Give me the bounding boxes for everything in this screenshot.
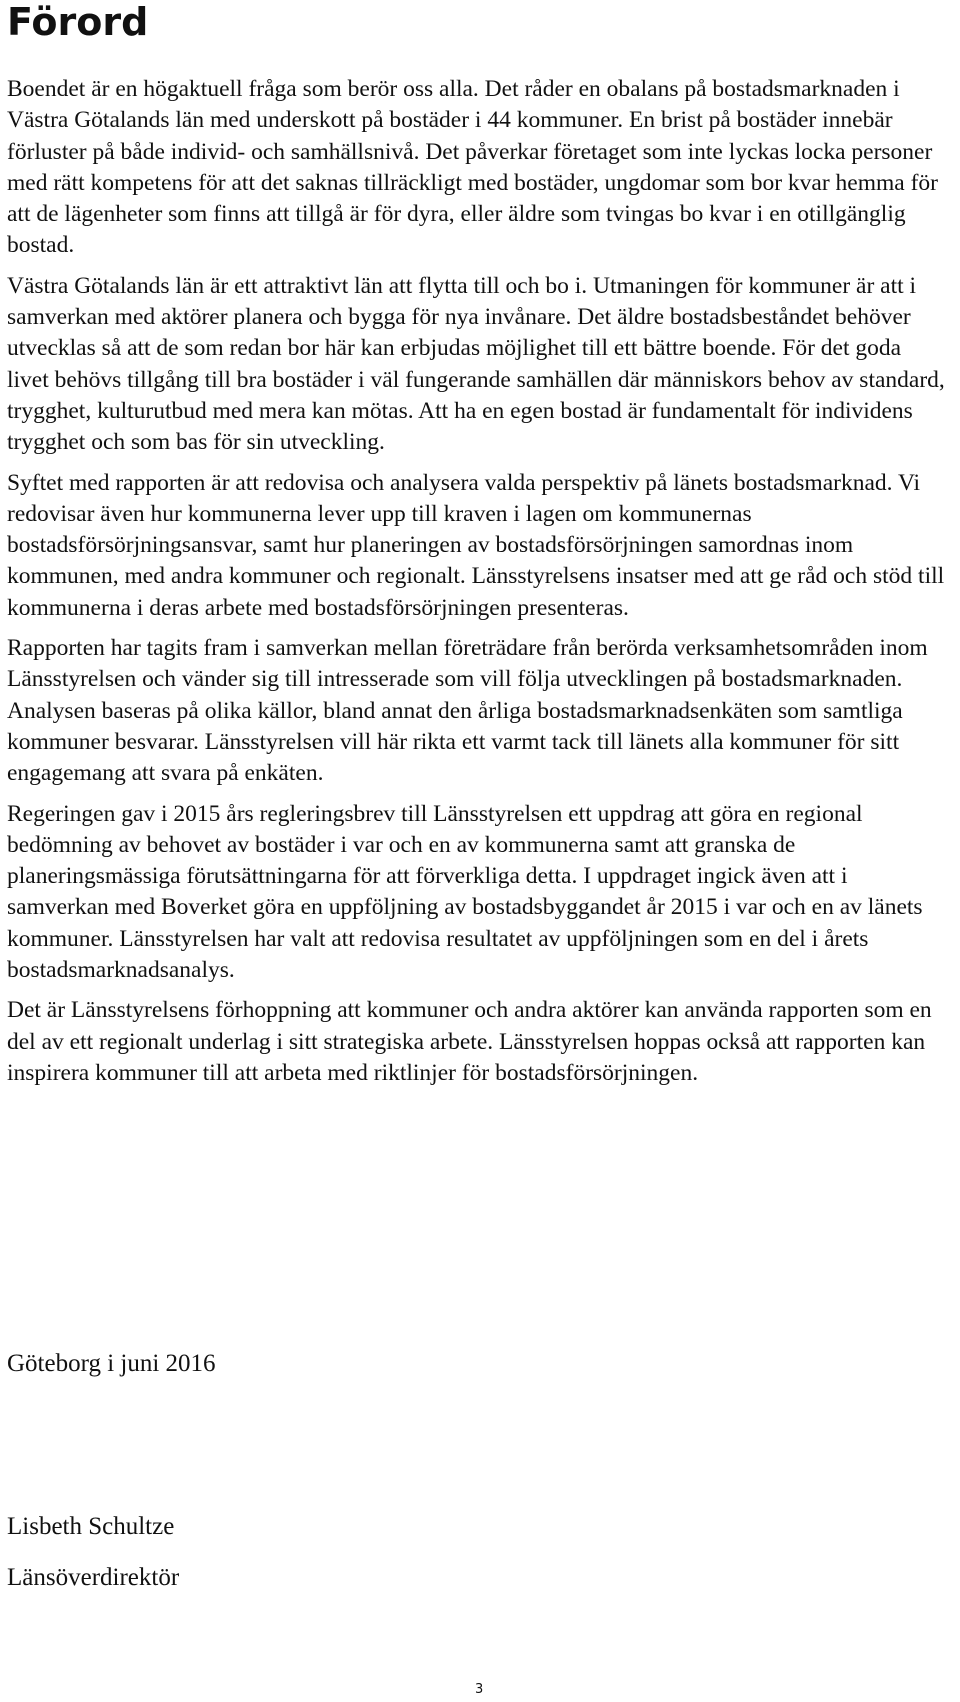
paragraph-housing-situation: Boendet är en högaktuell fråga som berör oss alla. Det råder en obalans på bostadsmarknaden i Västra Götalands län med underskott på bostäder i 44 kommuner. En brist på bostäder innebär förluster på både individ- och samhällsnivå. Det påverkar företaget som inte lyckas locka personer med rätt kompetens för att det saknas tillräckligt med bostäder, ungdomar som bor kvar hemma för att de lägenheter som finns att tillgå är för dyra, eller äldre som tvingas bo kvar i en otillgänglig bostad. bbox=[7, 76, 938, 259]
paragraph-hope: Det är Länsstyrelsens förhoppning att kommuner och andra aktörer kan använda rapporten som en del av ett regionalt underlag i sitt strategiska arbete. Länsstyrelsen hoppas också att rapporten kan inspirera kommuner till att arbeta med riktlinjer för bostadsförsörjningen. bbox=[7, 997, 932, 1086]
signer-name: Lisbeth Schultze bbox=[7, 1513, 175, 1540]
paragraph-report-collaboration: Rapporten har tagits fram i samverkan mellan företrädare från berörda verksamhetsområden inom Länsstyrelsen och vänder sig till intresserade som vill följa utvecklingen på bostadsmarknaden. Analysen baseras på olika källor, bland annat den årliga bostadsmarknadsenkäten som samtliga kommuner besvarar. Länsstyrelsen vill här rikta ett varmt tack till länets alla kommuner för sitt engagemang att svara på enkäten. bbox=[7, 635, 928, 787]
signer-title: Länsöverdirektör bbox=[7, 1564, 180, 1591]
paragraph-attractive-county: Västra Götalands län är ett attraktivt län att flytta till och bo i. Utmaningen för kommuner är att i samverkan med aktörer planera och bygga för nya invånare. Det äldre bostadsbeståndet behöver utvecklas så att de som redan bor här kan erbjudas möjlighet till ett bättre boende. För det goda livet behövs tillgång till bra bostäder i väl fungerande samhällen där människors behov av standard, trygghet, kulturutbud med mera kan mötas. Att ha en egen bostad är fundamentalt för individens trygghet och som bas för sin utveckling. bbox=[7, 272, 945, 456]
paragraph-government-assignment: Regeringen gav i 2015 års regleringsbrev till Länsstyrelsen ett uppdrag att göra en regional bedömning av behovet av bostäder i var och en av kommunerna samt att granska de planeringsmässiga förutsättningarna för att förverkliga detta. I uppdraget ingick även att i samverkan med Boverket göra en uppföljning av bostadsbyggandet år 2015 i var och en av länets kommuner. Länsstyrelsen har valt att redovisa resultatet av uppföljningen som en del i årets bostadsmarknadsanalys. bbox=[7, 800, 923, 984]
page-number: 3 bbox=[475, 1682, 484, 1697]
page-title: Förord bbox=[7, 0, 149, 44]
foreword-body bbox=[7, 74, 947, 1098]
date-line: Göteborg i juni 2016 bbox=[7, 1350, 216, 1377]
paragraph-report-purpose: Syftet med rapporten är att redovisa och analysera valda perspektiv på länets bostadsmarknad. Vi redovisar även hur kommunerna lever upp till kraven i lagen om kommunernas bostadsförsörjningsansvar, samt hur planeringen av bostadsförsörjningen samordnas inom kommunen, med andra kommuner och regionalt. Länsstyrelsens insatser med att ge råd och stöd till kommunerna i deras arbete med bostadsförsörjningen presenteras. bbox=[7, 469, 945, 621]
